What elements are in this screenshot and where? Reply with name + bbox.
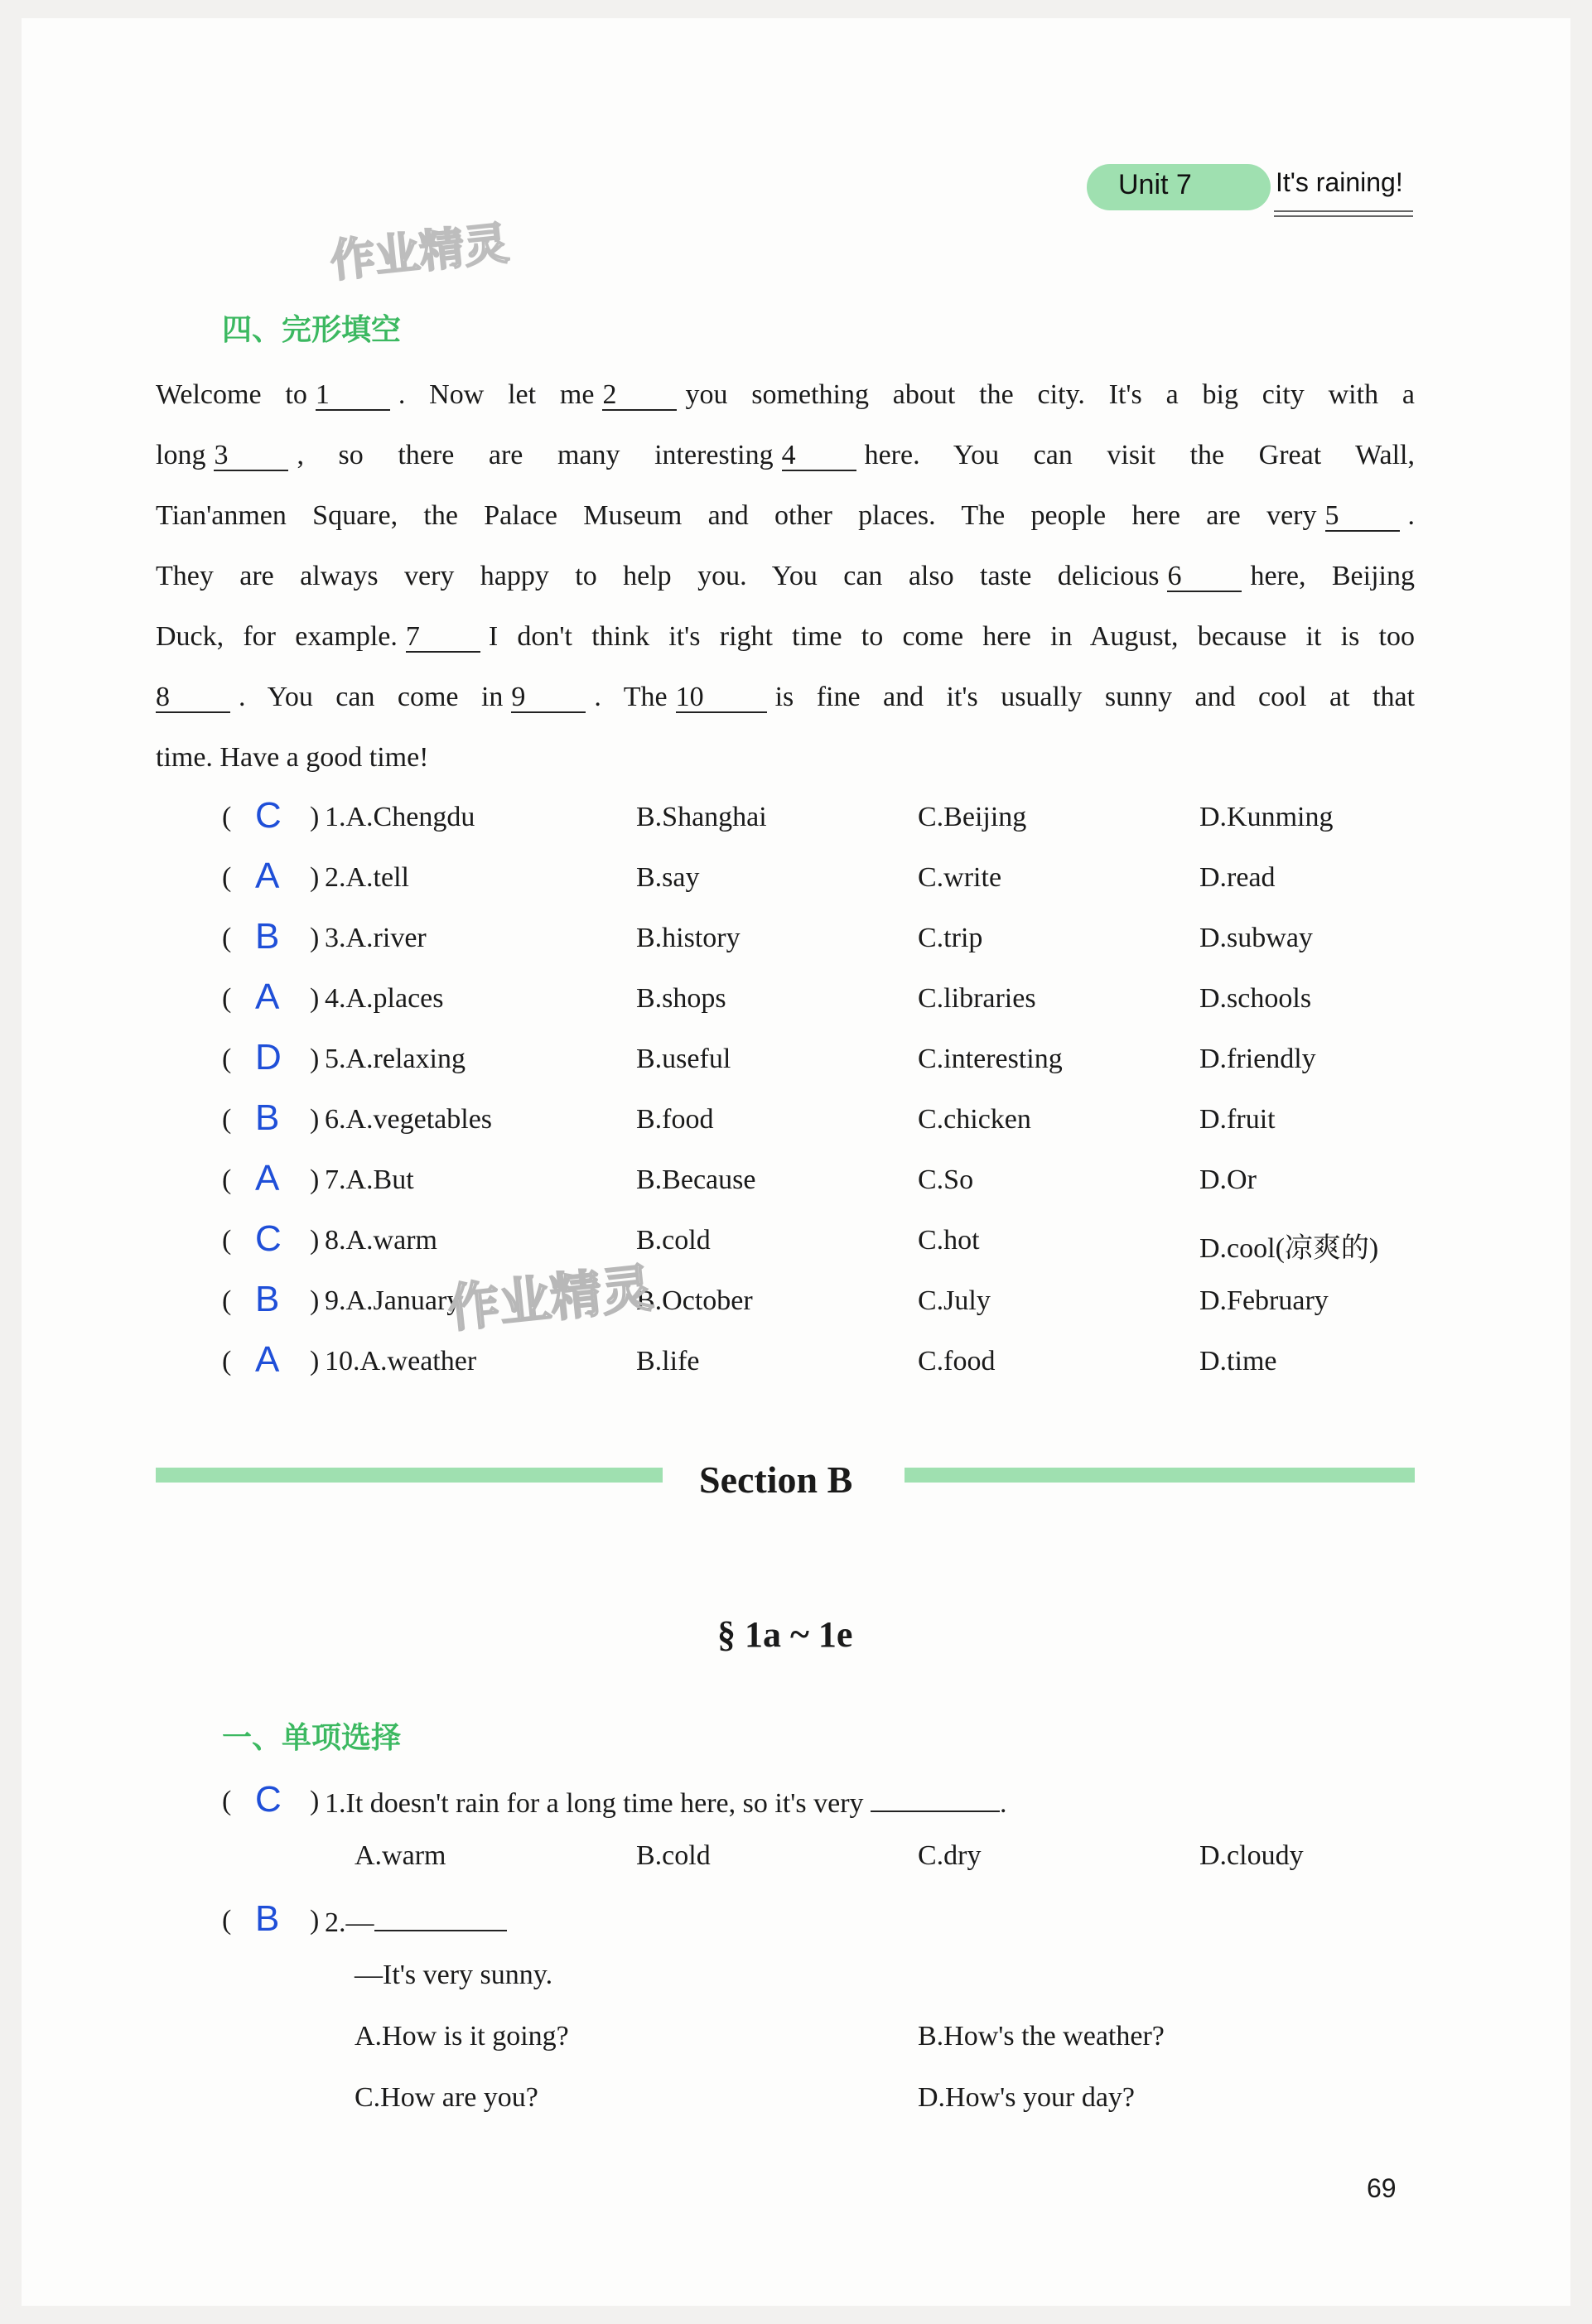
blank-9: 9: [511, 683, 586, 713]
section-title: Section B: [699, 1459, 853, 1501]
answer-10: A: [255, 1339, 280, 1380]
sb-blank-2: [374, 1905, 507, 1931]
blank-10: 10: [676, 683, 767, 713]
watermark-2: 作业精灵: [445, 1257, 656, 1339]
sb-q2-option-a: A.How is it going?: [355, 2021, 569, 2052]
passage-line-1: Welcome to 1 . Now let me 2 you something about the city. It's a big city with a: [156, 379, 1416, 410]
sb-q1-option-b: B.cold: [636, 1840, 711, 1871]
sb-blank-1: [871, 1786, 1000, 1812]
unit-label: Unit 7: [1118, 169, 1192, 200]
answer-4: A: [255, 976, 280, 1017]
sb-q2-option-b: B.How's the weather?: [918, 2021, 1165, 2052]
sb-q1-option-d: D.cloudy: [1199, 1840, 1304, 1871]
blank-8: 8: [156, 683, 230, 713]
title-underline: [1274, 210, 1413, 212]
answer-9: B: [255, 1279, 280, 1319]
blank-7: 7: [406, 623, 480, 653]
passage-line-5: Duck, for example. 7 I don't think it's right time to come here in August, because it is too: [156, 621, 1415, 652]
section-subtitle: § 1a ~ 1e: [717, 1614, 853, 1655]
sb-answer-2: B: [255, 1898, 280, 1939]
blank-3: 3: [214, 441, 288, 471]
sb-q2-option-c: C.How are you?: [355, 2082, 538, 2113]
passage-line-4: They are always very happy to help you. You can also taste delicious 6 here, Beijing: [156, 561, 1415, 591]
blank-2: 2: [602, 381, 677, 411]
part1-heading: 一、单项选择: [222, 1721, 402, 1755]
section-bar-right: [905, 1468, 1415, 1483]
section-bar-left: [156, 1468, 663, 1483]
blank-1: 1: [316, 381, 390, 411]
part4-heading: 四、完形填空: [222, 313, 402, 347]
passage-line-2: long 3 , so there are many interesting 4 here. You can visit the Great Wall,: [156, 440, 1415, 470]
passage-line-3: Tian'anmen Square, the Palace Museum and other places. The people here are very 5 .: [156, 500, 1415, 531]
sb-answer-1: C: [255, 1779, 282, 1820]
answer-3: B: [255, 916, 280, 957]
blank-5: 5: [1325, 502, 1400, 532]
sb-q1-option-a: A.warm: [355, 1840, 446, 1871]
page-number: 69: [1367, 2173, 1397, 2203]
sb-q2-reply: —It's very sunny.: [355, 1960, 553, 1990]
title-underline-2: [1274, 215, 1413, 217]
answer-6: B: [255, 1097, 280, 1138]
answer-2: A: [255, 856, 280, 896]
blank-6: 6: [1167, 562, 1242, 592]
watermark: 作业精灵: [327, 216, 512, 288]
sb-question-2: ( B ) 2.—: [222, 1898, 1415, 1948]
answer-5: D: [255, 1037, 282, 1078]
passage-line-7: time. Have a good time!: [156, 742, 429, 773]
sb-q2-option-d: D.How's your day?: [918, 2082, 1136, 2113]
sb-q1-option-c: C.dry: [918, 1840, 982, 1871]
answer-7: A: [255, 1158, 280, 1198]
sb-question-1: ( C ) 1.It doesn't rain for a long time here, so it's very .: [222, 1779, 1007, 1820]
blank-4: 4: [782, 441, 856, 471]
passage-line-6: 8 . You can come in 9 . The 10 is fine and it's usually sunny and cool at that: [156, 682, 1415, 712]
unit-title: It's raining!: [1276, 167, 1403, 197]
answer-8: C: [255, 1218, 282, 1259]
page: [22, 18, 1570, 2306]
answer-1: C: [255, 795, 282, 836]
